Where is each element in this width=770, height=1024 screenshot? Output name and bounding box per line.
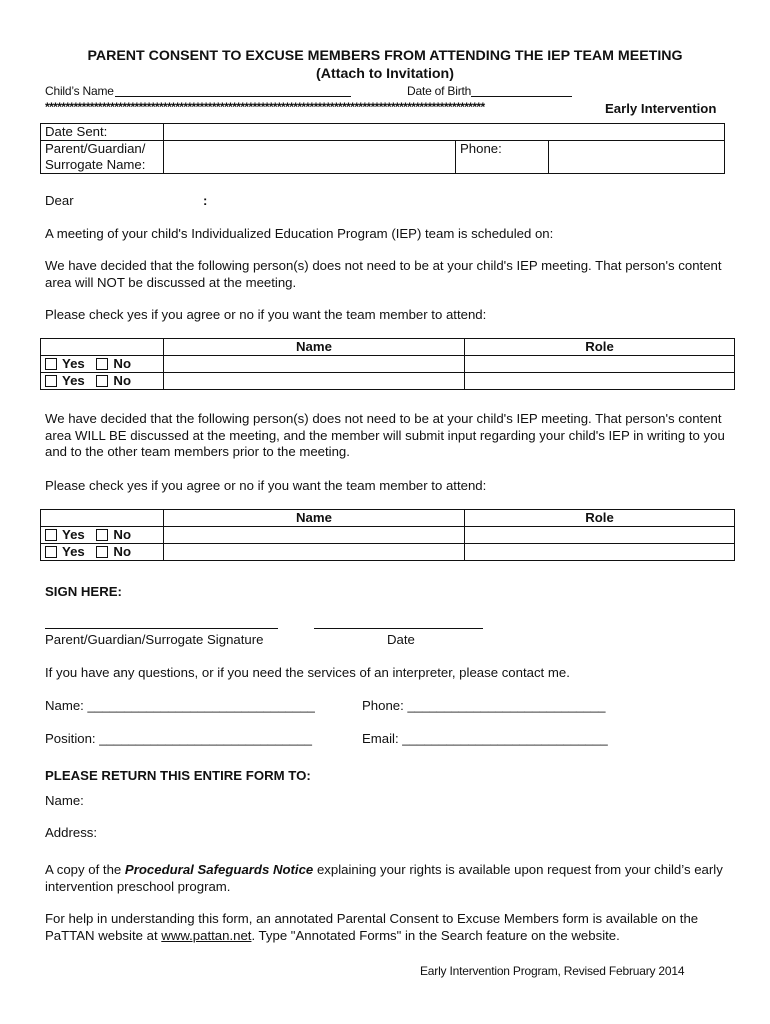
section1-header-blank: [41, 339, 164, 356]
yes-checkbox[interactable]: [45, 373, 85, 389]
help-note-after: . Type "Annotated Forms" in the Search feature on the website.: [251, 927, 620, 943]
checkbox-icon: [45, 375, 57, 387]
yes-label: Yes: [62, 373, 85, 388]
checkbox-icon: [96, 375, 108, 387]
dear-colon: :: [203, 193, 208, 208]
no-label: No: [113, 544, 132, 559]
info-box: [40, 123, 725, 174]
return-address-label: Address:: [45, 825, 98, 840]
help-note: [45, 911, 725, 944]
section1-row2-choice: [41, 373, 164, 390]
yes-label: Yes: [62, 527, 85, 542]
section2-row2-name[interactable]: [164, 544, 465, 561]
section1-row2-name[interactable]: [164, 373, 465, 390]
no-checkbox[interactable]: [96, 356, 131, 372]
checkbox-icon: [45, 546, 57, 558]
yes-checkbox[interactable]: [45, 527, 85, 543]
section1-col-role: Role: [465, 339, 735, 356]
yes-label: Yes: [62, 356, 85, 371]
yes-checkbox[interactable]: [45, 544, 85, 560]
dob-label: Date of Birth: [407, 84, 472, 98]
parent-label-line2: Surrogate Name:: [45, 157, 146, 172]
section1-row2-role[interactable]: [465, 373, 735, 390]
no-checkbox[interactable]: [96, 544, 131, 560]
copy-note-before: A copy of the: [45, 862, 125, 877]
section2-row2-role[interactable]: [465, 544, 735, 561]
return-name-label: Name:: [45, 793, 84, 808]
child-name-label: Child’s Name: [45, 84, 114, 98]
no-label: No: [113, 356, 132, 371]
section1-table: [40, 338, 735, 390]
date-sent-label: Date Sent:: [41, 124, 164, 141]
form-title: PARENT CONSENT TO EXCUSE MEMBERS FROM ATTENDING THE IEP TEAM MEETING: [87, 48, 683, 64]
phone-field[interactable]: [549, 141, 725, 174]
no-checkbox[interactable]: [96, 527, 131, 543]
contact-phone-field[interactable]: Phone: ___________________________: [362, 698, 606, 713]
contact-intro: If you have any questions, or if you need the services of an interpreter, please contact me.: [45, 665, 570, 680]
section2-table: [40, 509, 735, 561]
signature-label: Parent/Guardian/Surrogate Signature: [45, 632, 264, 647]
section2-col-name: Name: [164, 510, 465, 527]
copy-note-emphasis: Procedural Safeguards Notice: [124, 862, 314, 877]
program-name: Early Intervention: [605, 101, 717, 116]
contact-email-field[interactable]: Email: ____________________________: [362, 731, 608, 746]
section2-check-text: Please check yes if you agree or no if you want the team member to attend:: [45, 478, 487, 493]
signature-line[interactable]: [45, 628, 278, 629]
section2-header-blank: [41, 510, 164, 527]
parent-label-line1: Parent/Guardian/: [45, 141, 146, 156]
checkbox-icon: [96, 358, 108, 370]
no-checkbox[interactable]: [96, 373, 131, 389]
contact-position-field[interactable]: Position: _____________________________: [45, 731, 312, 746]
separator-stars: ************************************************************************************************************: [45, 100, 485, 114]
yes-checkbox[interactable]: [45, 356, 85, 372]
section2-row1-role[interactable]: [465, 527, 735, 544]
section1-col-name: Name: [164, 339, 465, 356]
child-name-line[interactable]: [115, 96, 351, 97]
help-note-before: For help in understanding this form, an annotated Parental Consent to Excuse Members form is available on the PaTTAN website at: [45, 911, 699, 943]
copy-note: [45, 862, 725, 895]
footer-revision: Early Intervention Program, Revised February 2014: [420, 964, 685, 978]
no-label: No: [113, 527, 132, 542]
section1-text: We have decided that the following person(s) does not need to be at your child's IEP meeting. That person's content area will NOT be discussed at the meeting.: [45, 258, 722, 290]
section2-col-role: Role: [465, 510, 735, 527]
parent-name-field[interactable]: [164, 141, 456, 174]
section1-row1-role[interactable]: [465, 356, 735, 373]
return-heading: PLEASE RETURN THIS ENTIRE FORM TO:: [45, 768, 311, 783]
dob-line[interactable]: [471, 96, 572, 97]
contact-name-field[interactable]: Name: _______________________________: [45, 698, 315, 713]
phone-label: Phone:: [456, 141, 549, 174]
checkbox-icon: [96, 546, 108, 558]
checkbox-icon: [45, 358, 57, 370]
sign-heading: SIGN HERE:: [45, 584, 122, 599]
form-subtitle: (Attach to Invitation): [316, 66, 454, 82]
section1-check-text: Please check yes if you agree or no if you want the team member to attend:: [45, 307, 487, 322]
section1-row1-name[interactable]: [164, 356, 465, 373]
no-label: No: [113, 373, 132, 388]
section2-text: We have decided that the following person(s) does not need to be at your child's IEP meeting. That person's content area WILL BE discussed at the meeting, and the member will submit input regarding your child's IEP in writing to you and to the other team members prior to the meeting.: [45, 411, 725, 459]
pattan-link[interactable]: www.pattan.net: [161, 927, 252, 943]
checkbox-icon: [96, 529, 108, 541]
copy-note-after: explaining your rights is available upon request from your child’s early intervention preschool program.: [45, 862, 723, 894]
date-sent-field[interactable]: [164, 124, 725, 141]
dear-label: Dear: [45, 193, 74, 208]
section2-row2-choice: [41, 544, 164, 561]
meeting-text: A meeting of your child's Individualized Education Program (IEP) team is scheduled on:: [45, 226, 554, 241]
checkbox-icon: [45, 529, 57, 541]
section1-row1-choice: [41, 356, 164, 373]
parent-name-label: [41, 141, 164, 174]
yes-label: Yes: [62, 544, 85, 559]
section2-row1-name[interactable]: [164, 527, 465, 544]
section2-row1-choice: [41, 527, 164, 544]
date-label: Date: [387, 632, 415, 647]
date-line[interactable]: [314, 628, 483, 629]
